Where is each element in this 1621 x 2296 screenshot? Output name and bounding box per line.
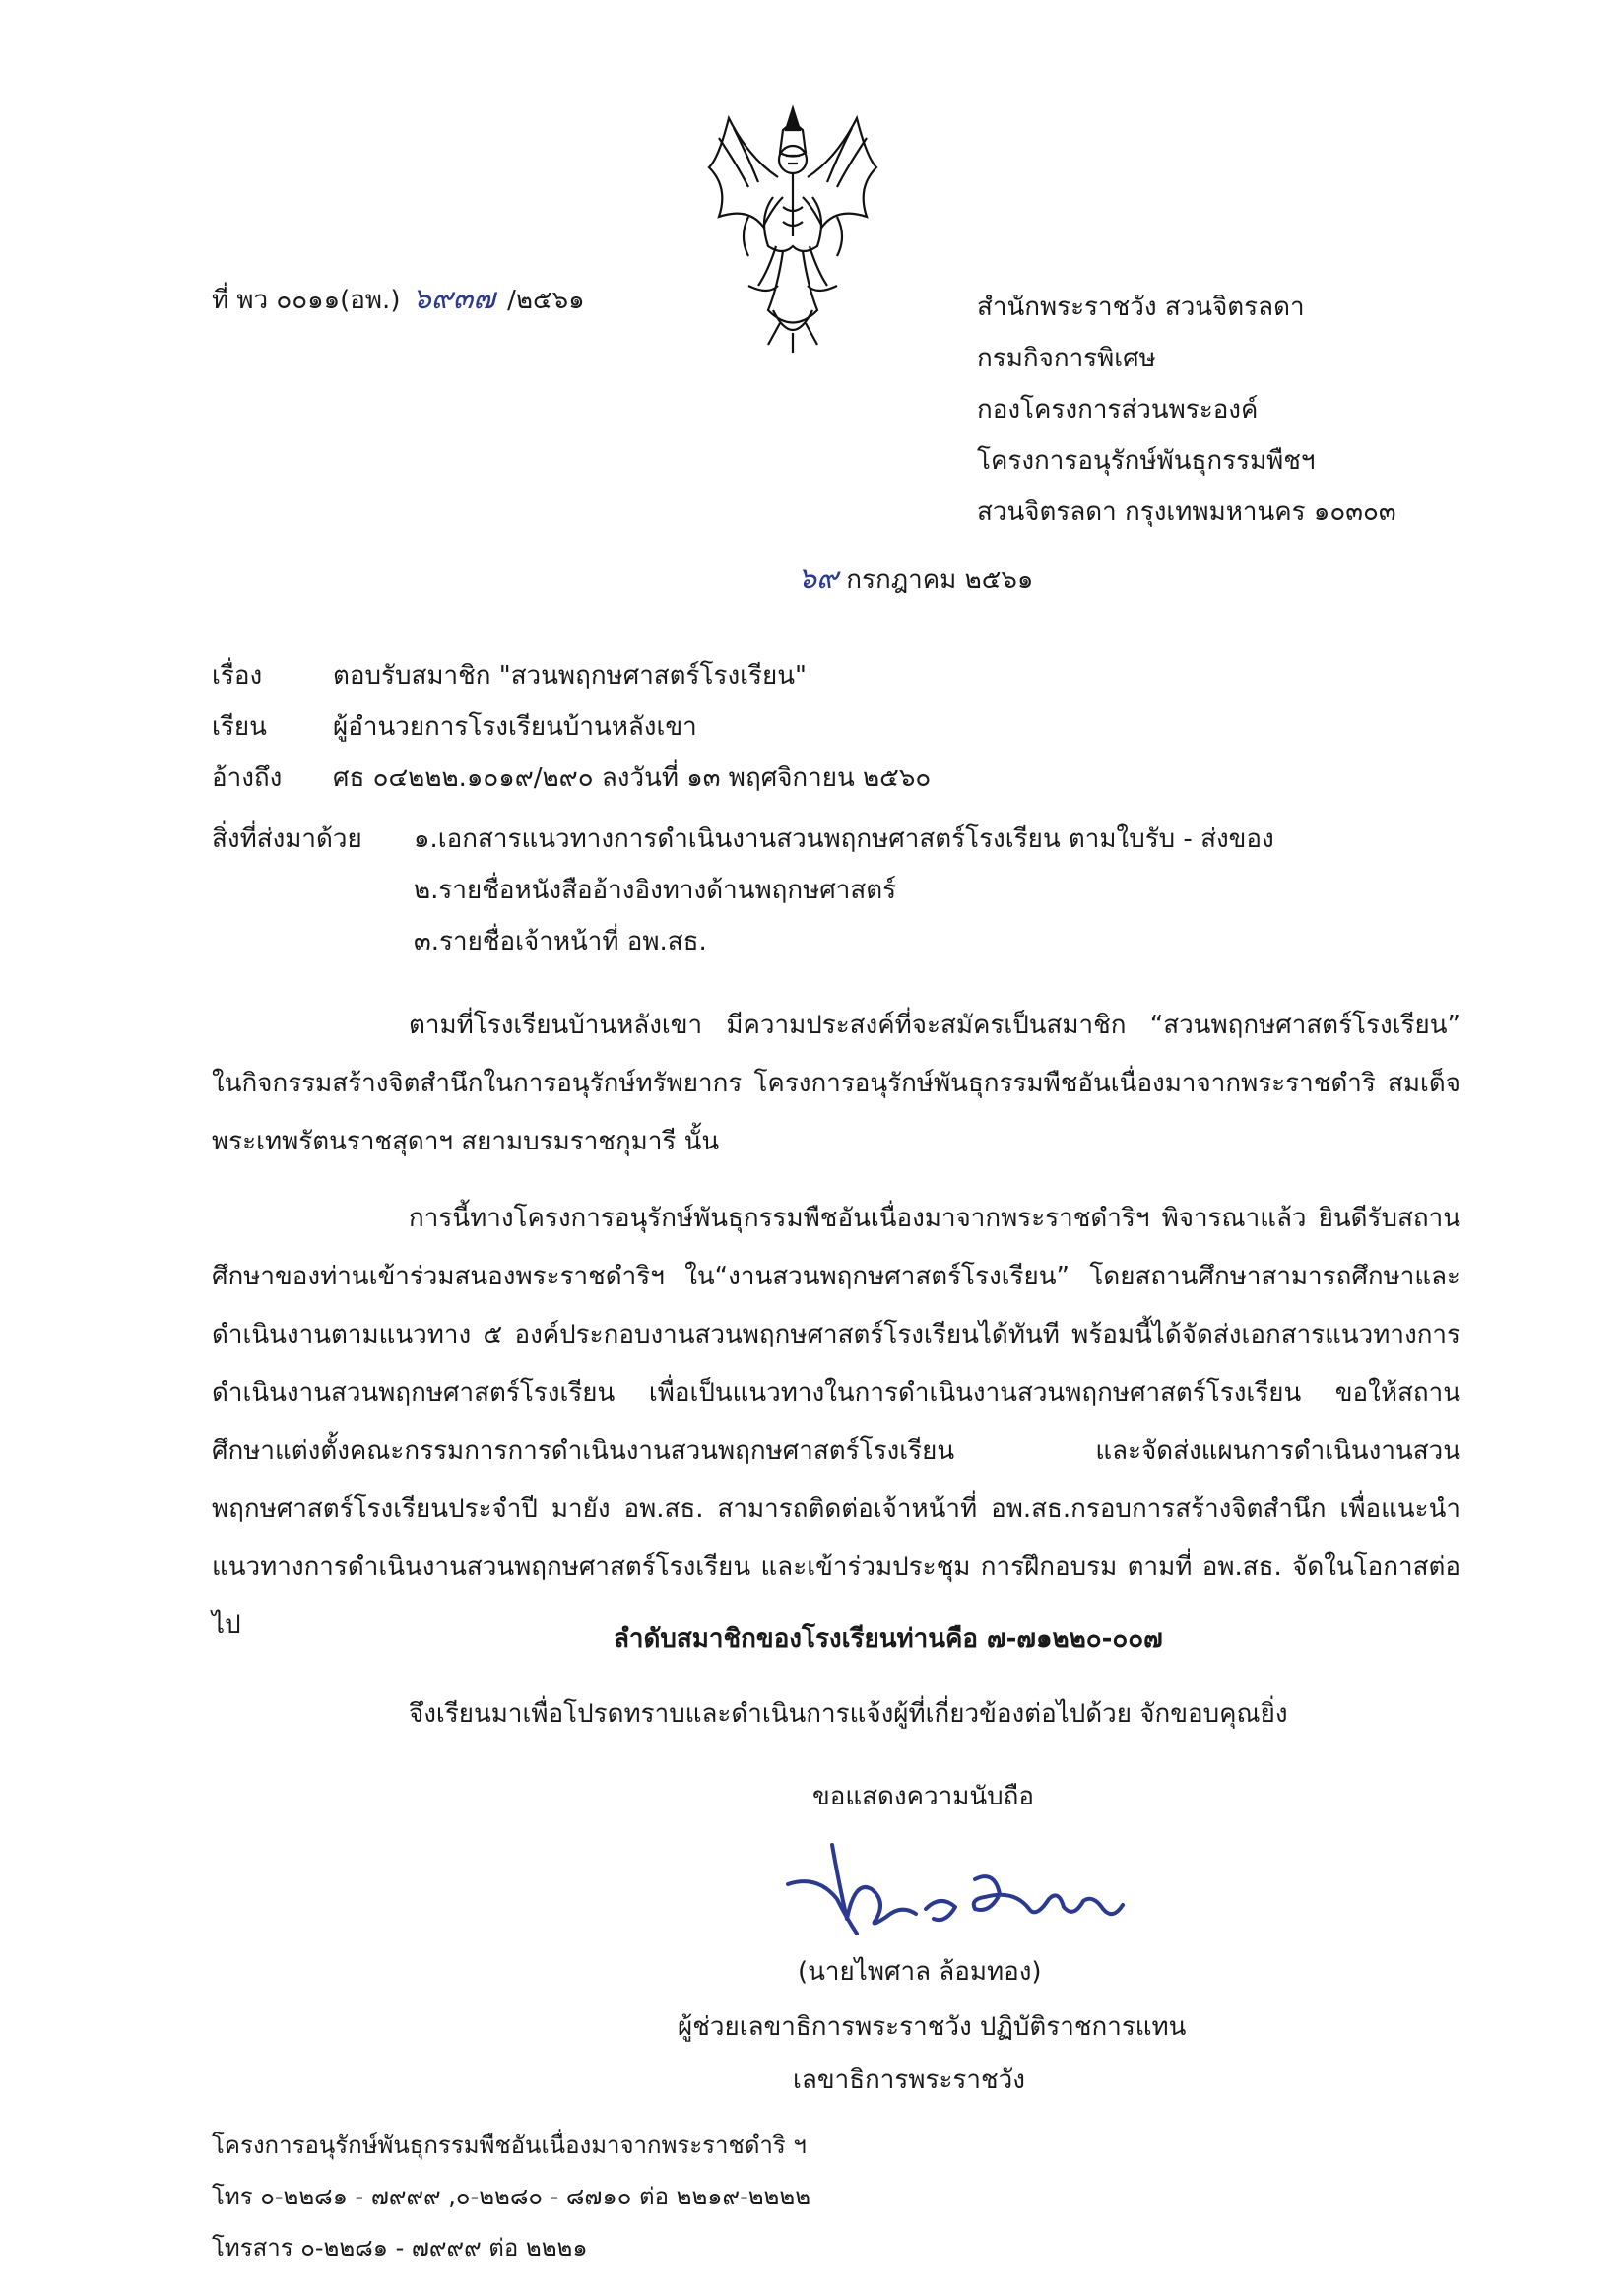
salutation: ขอแสดงความนับถือ <box>812 1782 1034 1811</box>
body-paragraph-2 <box>212 1190 1460 1655</box>
reference-text: ศธ ๐๔๒๒๒.๑๐๑๙/๒๙๐ ลงวันที่ ๑๓ พฤศจิกายน ๒๕๖๐ <box>333 763 932 793</box>
handwritten-signature-icon <box>778 1840 1133 1948</box>
reference-suffix: /๒๕๖๑ <box>507 286 585 315</box>
enclosure-label: สิ่งที่ส่งมาด้วย <box>212 824 362 854</box>
reference-number <box>212 282 585 318</box>
subject-label: เรื่อง <box>212 661 263 690</box>
footer-phone: โทร ๐-๒๒๘๑ - ๗๙๙๙ ,๐-๒๒๘๐ - ๘๗๑๐ ต่อ ๒๒๑๙-๒๒๒๒ <box>212 2183 811 2210</box>
recipient-label: เรียน <box>212 712 267 742</box>
footer-organization: โครงการอนุรักษ์พันธุกรรมพืชอันเนื่องมาจากพระราชดำริ ฯ <box>212 2132 807 2159</box>
date-handwritten: ๖๙ <box>798 561 839 596</box>
signatory-title-2: เลขาธิการพระราชวัง <box>793 2066 1025 2095</box>
footer-fax: โทรสาร ๐-๒๒๘๑ - ๗๙๙๙ ต่อ ๒๒๒๑ <box>212 2234 588 2262</box>
garuda-emblem-icon <box>689 98 896 355</box>
closing-line: จึงเรียนมาเพื่อโปรดทราบและดำเนินการแจ้งผู้ที่เกี่ยวข้องต่อไปด้วย จักขอบคุณยิ่ง <box>409 1699 1288 1729</box>
member-number: ลำดับสมาชิกของโรงเรียนท่านคือ ๗-๗๑๒๒๐-๐๐๗ <box>614 1624 1163 1654</box>
body-paragraph-1 <box>212 997 1460 1171</box>
enclosure-item: ๑.เอกสารแนวทางการดำเนินงานสวนพฤกษศาสตร์โรงเรียน ตามใบรับ - ส่งของ <box>414 824 1274 854</box>
signatory-name: (นายไพศาล ล้อมทอง) <box>798 1957 1042 1987</box>
paragraph-text: การนี้ทางโครงการอนุรักษ์พันธุกรรมพืชอันเนื่องมาจากพระราชดำริฯ พิจารณาแล้ว ยินดีรับสถานศึกษาของท่านเข้าร่วมสนองพระราชดำริฯ ใน“งานสวนพฤกษศาสตร์โรงเรียน” โดยสถานศึกษาสามารถศึกษาและดำเนินงานตามแนวทาง ๕ องค์ประกอบงานสวนพฤกษศาสตร์โรงเรียนได้ทันที พร้อมนี้ได้จัดส่งเอกสารแนวทางการดำเนินงานสวนพฤกษศาสตร์โรงเรียน เพื่อเป็นแนวทางในการดำเนินงานสวนพฤกษศาสตร์โรงเรียน ขอให้สถานศึกษาแต่งตั้งคณะกรรมการการดำเนินงานสวนพฤกษศาสตร์โรงเรียน และจัดส่งแผนการดำเนินงานสวนพฤกษศาสตร์โรงเรียนประจำปี มายัง อพ.สธ. สามารถติดต่อเจ้าหน้าที่ อพ.สธ.กรอบการสร้างจิตสำนึก เพื่อแนะนำแนวทางการดำเนินงานสวนพฤกษศาสตร์โรงเรียน และเข้าร่วมประชุม การฝึกอบรม ตามที่ อพ.สธ. จัดในโอกาสต่อไป <box>212 1204 1460 1640</box>
reference-prefix: ที่ พว ๐๐๑๑(อพ.) <box>212 286 401 315</box>
reference-handwritten: ๖๙๓๗ <box>412 282 495 316</box>
signatory-title: ผู้ช่วยเลขาธิการพระราชวัง ปฏิบัติราชการแทน <box>678 2012 1187 2042</box>
subject-text: ตอบรับสมาชิก "สวนพฤกษศาสตร์โรงเรียน" <box>333 661 807 690</box>
date-text: กรกฎาคม ๒๕๖๑ <box>846 565 1034 595</box>
enclosure-item: ๒.รายชื่อหนังสืออ้างอิงทางด้านพฤกษศาสตร์ <box>414 876 897 905</box>
address-line: กองโครงการส่วนพระองค์ <box>977 395 1259 425</box>
address-line: สำนักพระราชวัง สวนจิตรลดา <box>977 293 1305 322</box>
address-line: โครงการอนุรักษ์พันธุกรรมพืชฯ <box>977 446 1316 476</box>
recipient-text: ผู้อำนวยการโรงเรียนบ้านหลังเขา <box>333 712 697 742</box>
enclosure-item: ๓.รายชื่อเจ้าหน้าที่ อพ.สธ. <box>414 927 707 956</box>
reference-label: อ้างถึง <box>212 763 283 793</box>
address-line: กรมกิจการพิเศษ <box>977 344 1156 373</box>
address-line: สวนจิตรลดา กรุงเทพมหานคร ๑๐๓๐๓ <box>977 497 1396 527</box>
sender-address <box>977 282 1396 538</box>
paragraph-text: ตามที่โรงเรียนบ้านหลังเขา มีความประสงค์ที่จะสมัครเป็นสมาชิก “สวนพฤกษศาสตร์โรงเรียน” ในกิจกรรมสร้างจิตสำนึกในการอนุรักษ์ทรัพยากร โครงการอนุรักษ์พันธุกรรมพืชอันเนื่องมาจากพระราชดำริ สมเด็จพระเทพรัตนราชสุดาฯ สยามบรมราชกุมารี นั้น <box>212 1011 1460 1156</box>
letter-date <box>798 561 1033 598</box>
